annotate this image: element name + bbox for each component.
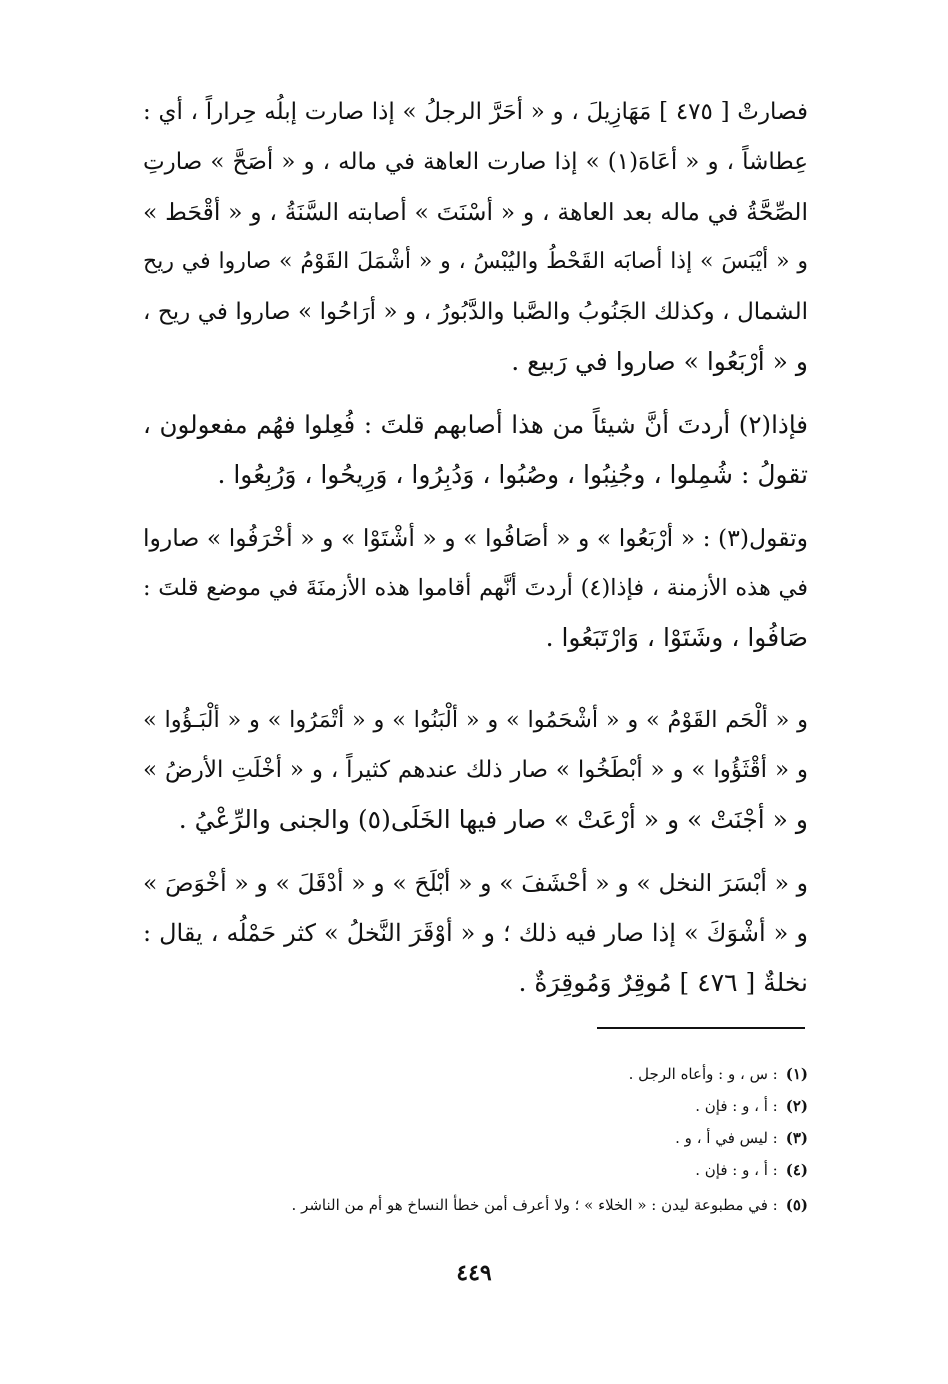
text-line: و « أقْثَؤُوا » و « أبْطَخُوا » صار ذلك عندهم كثيراً ، و « أخْلَتِ الأرضُ » — [143, 757, 808, 783]
text-line: و « أجْنَتْ » و « أرْعَتْ » صار فيها الخَلَى(٥) والجنى والرِّعْيُ . — [178, 805, 808, 834]
footnote-text: : س ، و : وأعاه الرجل . — [628, 1065, 778, 1083]
footnote-number: (٣) — [785, 1129, 808, 1147]
text-line: تقولُ : شُمِلوا ، وجُنِبُوا ، وصُبُوا ، وَدُبِرُوا ، وَرِيحُوا ، وَرُبِعُوا . — [217, 460, 808, 489]
footnote — [292, 1194, 808, 1216]
text-line: عِطاشاً ، و « أعَاهَ(١) » إذا صارت العاهة في ماله ، و « أصَحَّ » صارتِ — [143, 149, 808, 175]
text-line: الشمال ، وكذلك الجَنُوبُ والصَّبا والدَّبُورُ ، و « أرَاحُوا » صاروا في ريح ، — [143, 299, 808, 325]
footnote-text: : في مطبوعة ليدن : « الخلاء » ؛ ولا أعرف أمن خطأ النساخ هو أم من الناشر . — [291, 1196, 778, 1214]
footnote-number: (٥) — [785, 1196, 808, 1214]
text-line: صَافُوا ، وشَتَوْا ، وَارْتَبَعُوا . — [545, 623, 808, 652]
text-line: وتقول(٣) : « أرْبَعُوا » و « أصَافُوا » و « أشْتَوْا » و « أخْرَفُوا » صاروا — [143, 524, 808, 552]
footnote — [675, 1127, 808, 1149]
text-line: و « ألْحَم القَوْمُ » و « أشْحَمُوا » و « ألْبَنُوا » و « أتْمَرُوا » و « ألْبَـؤُوا » — [143, 707, 808, 733]
text-line: نخلةٌ [ ٤٧٦ ] مُوقِرٌ وَمُوقِرَةٌ . — [518, 968, 808, 997]
footnote-text: : أ ، و : فإن . — [695, 1161, 778, 1179]
text-line: فإذا(٢) أردتَ أنَّ شيئاً من هذا أصابهم قلتَ : فُعِلوا فهُم مفعولون ، — [143, 410, 808, 439]
page-number: ٤٤٩ — [456, 1260, 492, 1286]
text-line: و « أبْسَرَ النخل » و « أحْشَفَ » و « أبْلَحَ » و « أدْقَلَ » و « أخْوَصَ » — [143, 869, 808, 897]
footnote — [629, 1063, 808, 1085]
text-line: فصارتْ [ ٤٧٥ ] مَهَازِيلَ ، و « أحَرَّ الرجلُ » إذا صارت إبلُه حِراراً ، أي : — [143, 99, 808, 125]
footnote-number: (١) — [785, 1065, 808, 1083]
text-line: في هذه الأزمنة ، فإذا(٤) أردتَ أنَّهم أقاموا هذه الأزمنَةَ في موضع قلتَ : — [143, 575, 808, 601]
footnote — [695, 1159, 808, 1181]
footnote-number: (٤) — [785, 1161, 808, 1179]
footnote-number: (٢) — [785, 1097, 808, 1115]
text-line: و « أيْبَسَ » إذا أصابَه القَحْطُ واليُبْسُ ، و « أشْمَلَ القَوْمُ » صاروا في ريح — [143, 249, 808, 274]
footnote-separator — [597, 1027, 805, 1029]
text-line: و « أرْبَعُوا » صاروا في رَبيع . — [511, 347, 808, 376]
footnote — [695, 1095, 808, 1117]
text-line: و « أشْوَكَ » إذا صار فيه ذلك ؛ و « أوْقَرَ النَّخلُ » كثر حَمْلُه ، يقال : — [143, 919, 808, 947]
text-line: الصِّحَّةُ في ماله بعد العاهة ، و « أسْنَتَ » أصابته السَّنَةُ ، و « أقْحَط » — [143, 198, 808, 226]
footnote-text: : أ ، و : فإن . — [695, 1097, 778, 1115]
footnote-text: : ليس في أ ، و . — [675, 1129, 778, 1147]
